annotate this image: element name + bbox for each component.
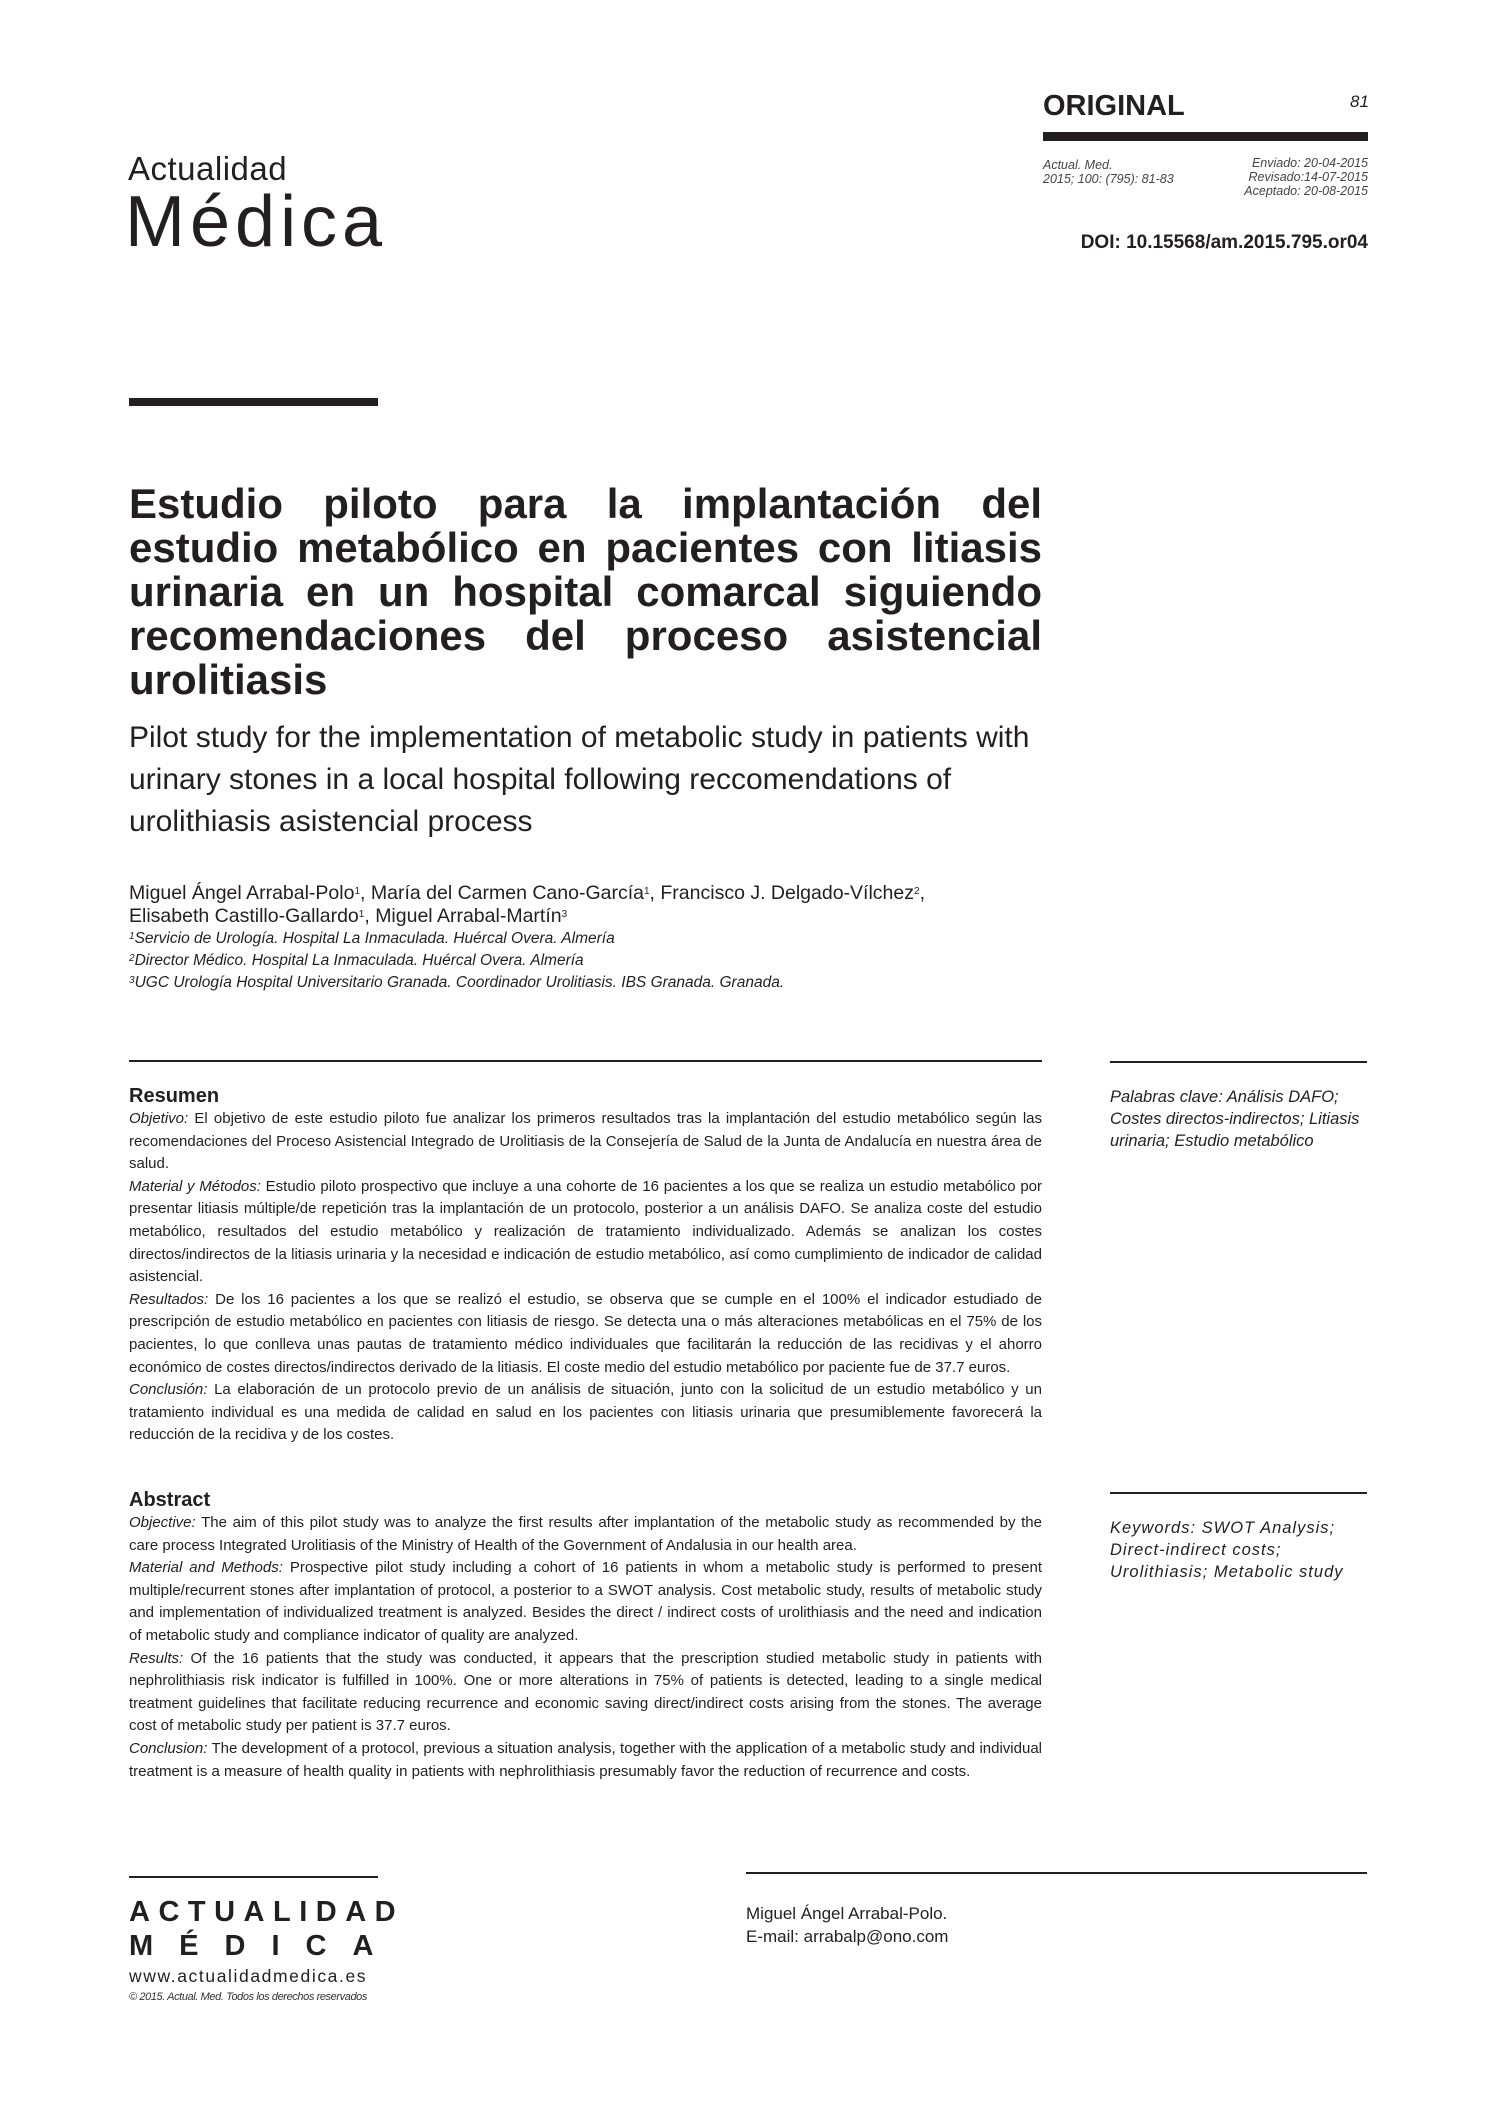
affiliation: [129, 972, 1042, 994]
citation: [1043, 158, 1174, 186]
abstract-paragraph: [129, 1512, 1042, 1557]
affiliation-number: 1: [129, 931, 135, 942]
paragraph-text: Prospective pilot study including a cohort of 16 patients in whom a metabolic study is performed to present multiple/recurrent stones after implantation of protocol, a posterior to a SWOT analysis. Cost metabolic study, results of metabolic study and implementation of individualized treatment is analyzed. Besides the direct / indirect costs of urolithiasis and the need and indication of metabolic study and compliance indicator of quality are analyzed.: [129, 1559, 1042, 1644]
author: [371, 882, 661, 904]
author-separator: ,: [360, 882, 371, 904]
author-affiliation-mark: 2: [914, 886, 920, 897]
paragraph-text: La elaboración de un protocolo previo de un análisis de situación, junto con la solicitud de un estudio metabólico y un tratamiento individual es una medida de calidad en salud en los pacientes con litiasis urinaria que presumiblemente favorecerá la reducción de la recidiva y de los costes.: [129, 1381, 1042, 1444]
page-number: 81: [1350, 92, 1369, 111]
citation-line-2: 2015; 100: (795): 81-83: [1043, 172, 1174, 186]
doi[interactable]: DOI: 10.15568/am.2015.795.or04: [1080, 232, 1368, 253]
citation-line-1: Actual. Med.: [1043, 158, 1113, 172]
paragraph-label: Results:: [129, 1649, 184, 1667]
author-affiliation-mark: 3: [561, 909, 568, 920]
keywords-divider-en: [1110, 1492, 1367, 1494]
resumen-paragraph: [129, 1176, 1042, 1289]
affiliation-text: UGC Urología Hospital Universitario Granada. Coordinador Urolitiasis. IBS Granada. Granada.: [134, 974, 785, 991]
journal-logo-large: Médica: [125, 182, 388, 262]
paragraph-text: El objetivo de este estudio piloto fue analizar los primeros resultados tras la implantación del estudio metabólico según las recomendaciones del Proceso Asistencial Integrado de Urolitiasis de la Consejería de Salud de la Junta de Andalucía en nuestra área de salud.: [129, 1110, 1042, 1173]
author-separator: ,: [649, 882, 661, 904]
journal-logo-small: Actualidad: [128, 150, 288, 187]
resumen-paragraph: [129, 1289, 1042, 1379]
abstract-paragraph: [129, 1738, 1042, 1783]
paragraph-text: De los 16 pacientes a los que se realizó el estudio, se observa que se cumple en el 100% el indicador estudiado de prescripción de estudio metabólico en pacientes con litiasis de riesgo. Se detecta una o más alteraciones metabólicas en el 75% de los pacientes, lo que conlleva unas pautas de tratamiento médico individuales que facilitarán la reducción de las recidivas y el ahorro económico de costes directos/indirectos derivado de la litiasis. El coste medio del estudio metabólico por paciente fue de 37.7 euros.: [129, 1290, 1043, 1376]
keywords-divider-es: [1110, 1061, 1367, 1063]
date-accepted: Aceptado: 20-08-2015: [1244, 184, 1368, 198]
paragraph-label: Objective:: [129, 1514, 196, 1531]
footer-website-link[interactable]: www.actualidadmedica.es: [129, 1966, 368, 1986]
affiliation-text: Servicio de Urología. Hospital La Inmaculada. Huércal Overa. Almería: [134, 930, 615, 947]
section-divider: [1043, 132, 1368, 141]
paragraph-text: Of the 16 patients that the study was conducted, it appears that the prescription studied metabolic study in patients with nephrolithiasis risk indicator is fulfilled in 100%. One or more alterations in 75% of patients is detected, leading to a single medical treatment guidelines that facilitate reducing recurrence and economic saving direct/indirect costs arising from the stones. The average cost of metabolic study per patient is 37.7 euros.: [129, 1649, 1043, 1735]
author-affiliation-mark: 1: [643, 886, 650, 897]
author: [129, 882, 371, 904]
author-separator: ,: [919, 882, 925, 904]
abstract-heading: Abstract: [129, 1489, 211, 1511]
affiliation-number: 2: [129, 953, 135, 964]
author: [375, 905, 567, 927]
affiliation-text: Director Médico. Hospital La Inmaculada. Huércal Overa. Almería: [134, 952, 584, 969]
contact-divider: [746, 1872, 1367, 1874]
resumen-paragraph: [129, 1108, 1042, 1176]
author-name: María del Carmen Cano-García: [370, 882, 644, 904]
keywords-english: Keywords: SWOT Analysis; Direct-indirect costs; Urolithiasis; Metabolic study: [1110, 1519, 1344, 1581]
author-name: Elisabeth Castillo-Gallardo: [129, 905, 359, 927]
affiliation: [129, 928, 1042, 950]
author-list: [129, 882, 1042, 928]
keywords-spanish: Palabras clave: Análisis DAFO; Costes directos-indirectos; Litiasis urinaria; Estudio metabólico: [1110, 1088, 1360, 1150]
author-separator: ,: [364, 905, 376, 927]
author-affiliation-mark: 1: [358, 909, 365, 920]
logo-divider: [129, 398, 378, 406]
title-english: Pilot study for the implementation of metabolic study in patients with urinary stones in a local hospital following reccomendations of urolithiasis asistencial process: [129, 721, 1030, 838]
paragraph-text: The development of a protocol, previous a situation analysis, together with the application of a metabolic study and individual treatment is a measure of health quality in patients with nephrolithiasis presumably favor the reduction of recurrence and costs.: [129, 1739, 1042, 1780]
abstract-paragraph: [129, 1648, 1042, 1738]
resumen-heading: Resumen: [129, 1085, 220, 1107]
author: [129, 905, 375, 927]
affiliation: [129, 950, 1042, 972]
author-affiliation-mark: 1: [354, 886, 361, 897]
affiliation-number: 3: [129, 975, 135, 986]
footer-logo-divider: [129, 1876, 378, 1878]
corresponding-author: [746, 1902, 948, 1948]
resumen-body: [129, 1108, 1042, 1447]
date-sent: Enviado: 20-04-2015: [1251, 156, 1368, 170]
resumen-paragraph: [129, 1379, 1042, 1447]
author-name: Francisco J. Delgado-Vílchez: [660, 882, 914, 904]
author-name: Miguel Arrabal-Martín: [375, 905, 562, 927]
footer-logo-line-2: MÉDICA: [129, 1930, 400, 1962]
author: [660, 882, 925, 904]
abstract-top-divider: [129, 1060, 1042, 1062]
paragraph-label: Resultados:: [129, 1290, 209, 1308]
paragraph-label: Material y Métodos:: [129, 1177, 261, 1195]
section-label: ORIGINAL: [1043, 90, 1185, 122]
footer-copyright: © 2015. Actual. Med. Todos los derechos reservados: [129, 1991, 367, 2003]
contact-name: Miguel Ángel Arrabal-Polo.: [746, 1904, 948, 1923]
contact-email-link[interactable]: E-mail: arrabalp@ono.com: [746, 1927, 949, 1946]
paragraph-label: Conclusión:: [129, 1381, 208, 1399]
submission-dates: [1170, 156, 1368, 198]
paragraph-label: Material and Methods:: [129, 1559, 283, 1577]
paragraph-label: Conclusion:: [129, 1739, 208, 1757]
footer-logo-line-1: ACTUALIDAD: [129, 1896, 405, 1928]
title-spanish: Estudio piloto para la implantación del estudio metabólico en pacientes con litiasis urinaria en un hospital comarcal siguiendo recomendaciones del proceso asistencial urolitiasis: [129, 480, 1042, 703]
paragraph-label: Objetivo:: [129, 1110, 189, 1127]
author-name: Miguel Ángel Arrabal-Polo: [129, 882, 355, 904]
date-revised: Revisado:14-07-2015: [1248, 170, 1368, 184]
paragraph-text: The aim of this pilot study was to analyze the first results after implantation of the metabolic study as recommended by the care process Integrated Urolitiasis of the Ministry of Health of the Government of Andalusia in our health area.: [129, 1514, 1042, 1554]
abstract-body: [129, 1512, 1042, 1783]
abstract-paragraph: [129, 1557, 1042, 1647]
paragraph-text: Estudio piloto prospectivo que incluye a una cohorte de 16 pacientes a los que se realiza un estudio metabólico por presentar litiasis múltiple/de repetición tras la implantación de un protocolo, posterior a un análisis DAFO. Se analiza coste del estudio metabólico, resultados del estudio metabólico y realización de tratamiento individualizado. Además se analizan los costes directos/indirectos de la litiasis urinaria y la necesidad e indicación de estudio metabólico, así como cumplimiento de indicador de calidad asistencial.: [129, 1177, 1043, 1286]
